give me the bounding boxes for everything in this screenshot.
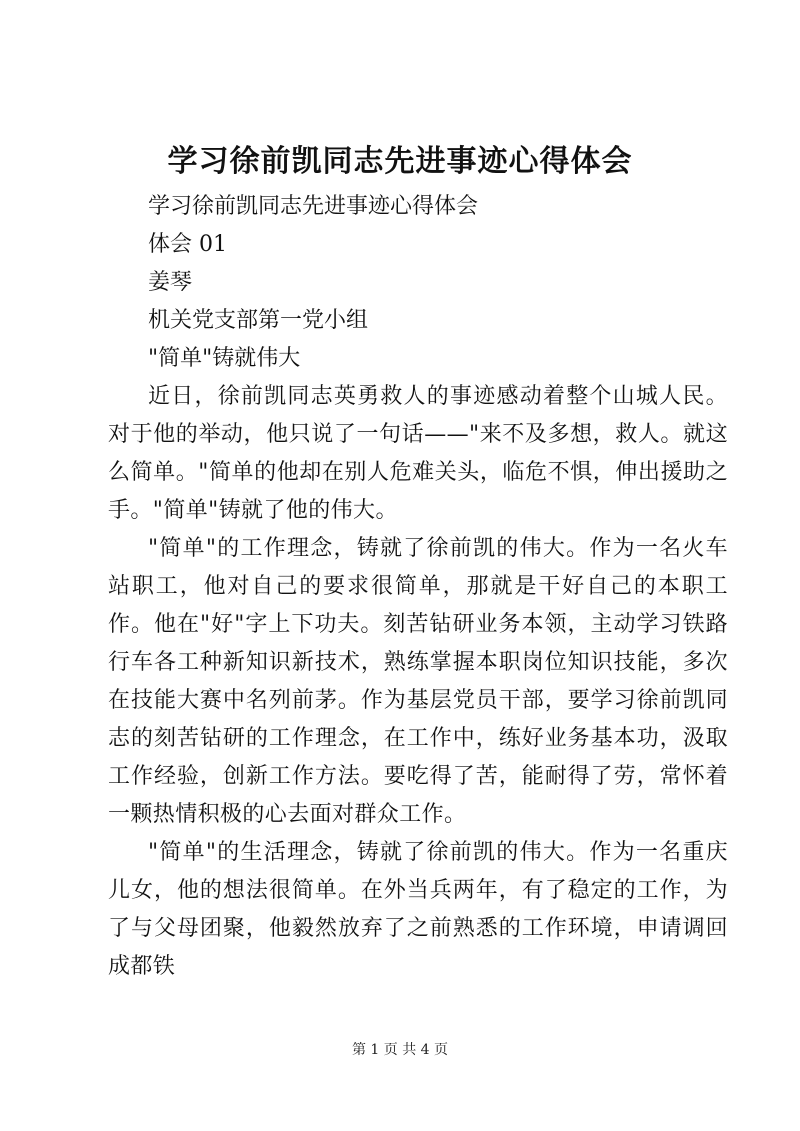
experience-number-line: 体会 01 xyxy=(148,232,227,257)
subtitle-line: 学习徐前凯同志先进事迹心得体会 xyxy=(148,194,479,219)
document-body xyxy=(108,188,728,986)
paragraph-life-philosophy: "简单"的生活理念，铸就了徐前凯的伟大。作为一名重庆儿女，他的想法很简单。在外当兵两年，有了稳定的工作，为了与父母团聚，他毅然放弃了之前熟悉的工作环境，申请调回成都铁 xyxy=(108,840,728,979)
author-name-line: 姜琴 xyxy=(148,270,193,295)
page-number-footer: 第 1 页 共 4 页 xyxy=(351,1042,449,1058)
paragraph-work-philosophy: "简单"的工作理念，铸就了徐前凯的伟大。作为一名火车站职工，他对自己的要求很简单，那就是干好自己的本职工作。他在"好"字上下功夫。刻苦钻研业务本领，主动学习铁路行车各工种新知识新技术，熟练掌握本职岗位知识技能，多次在技能大赛中名列前茅。作为基层党员干部，要学习徐前凯同志的刻苦钻研的工作理念，在工作中，练好业务基本功，汲取工作经验，创新工作方法。要吃得了苦，能耐得了劳，常怀着一颗热情积极的心去面对群众工作。 xyxy=(108,536,728,827)
paragraph-intro: 近日，徐前凯同志英勇救人的事迹感动着整个山城人民。对于他的举动，他只说了一句话——"来不及多想，救人。就这么简单。"简单的他却在别人危难关头，临危不惧，伸出援助之手。"简单"铸就了他的伟大。 xyxy=(108,384,728,523)
organization-line: 机关党支部第一党小组 xyxy=(148,308,369,333)
section-heading-line: "简单"铸就伟大 xyxy=(148,346,301,371)
document-title: 学习徐前凯同志先进事迹心得体会 xyxy=(167,144,633,179)
